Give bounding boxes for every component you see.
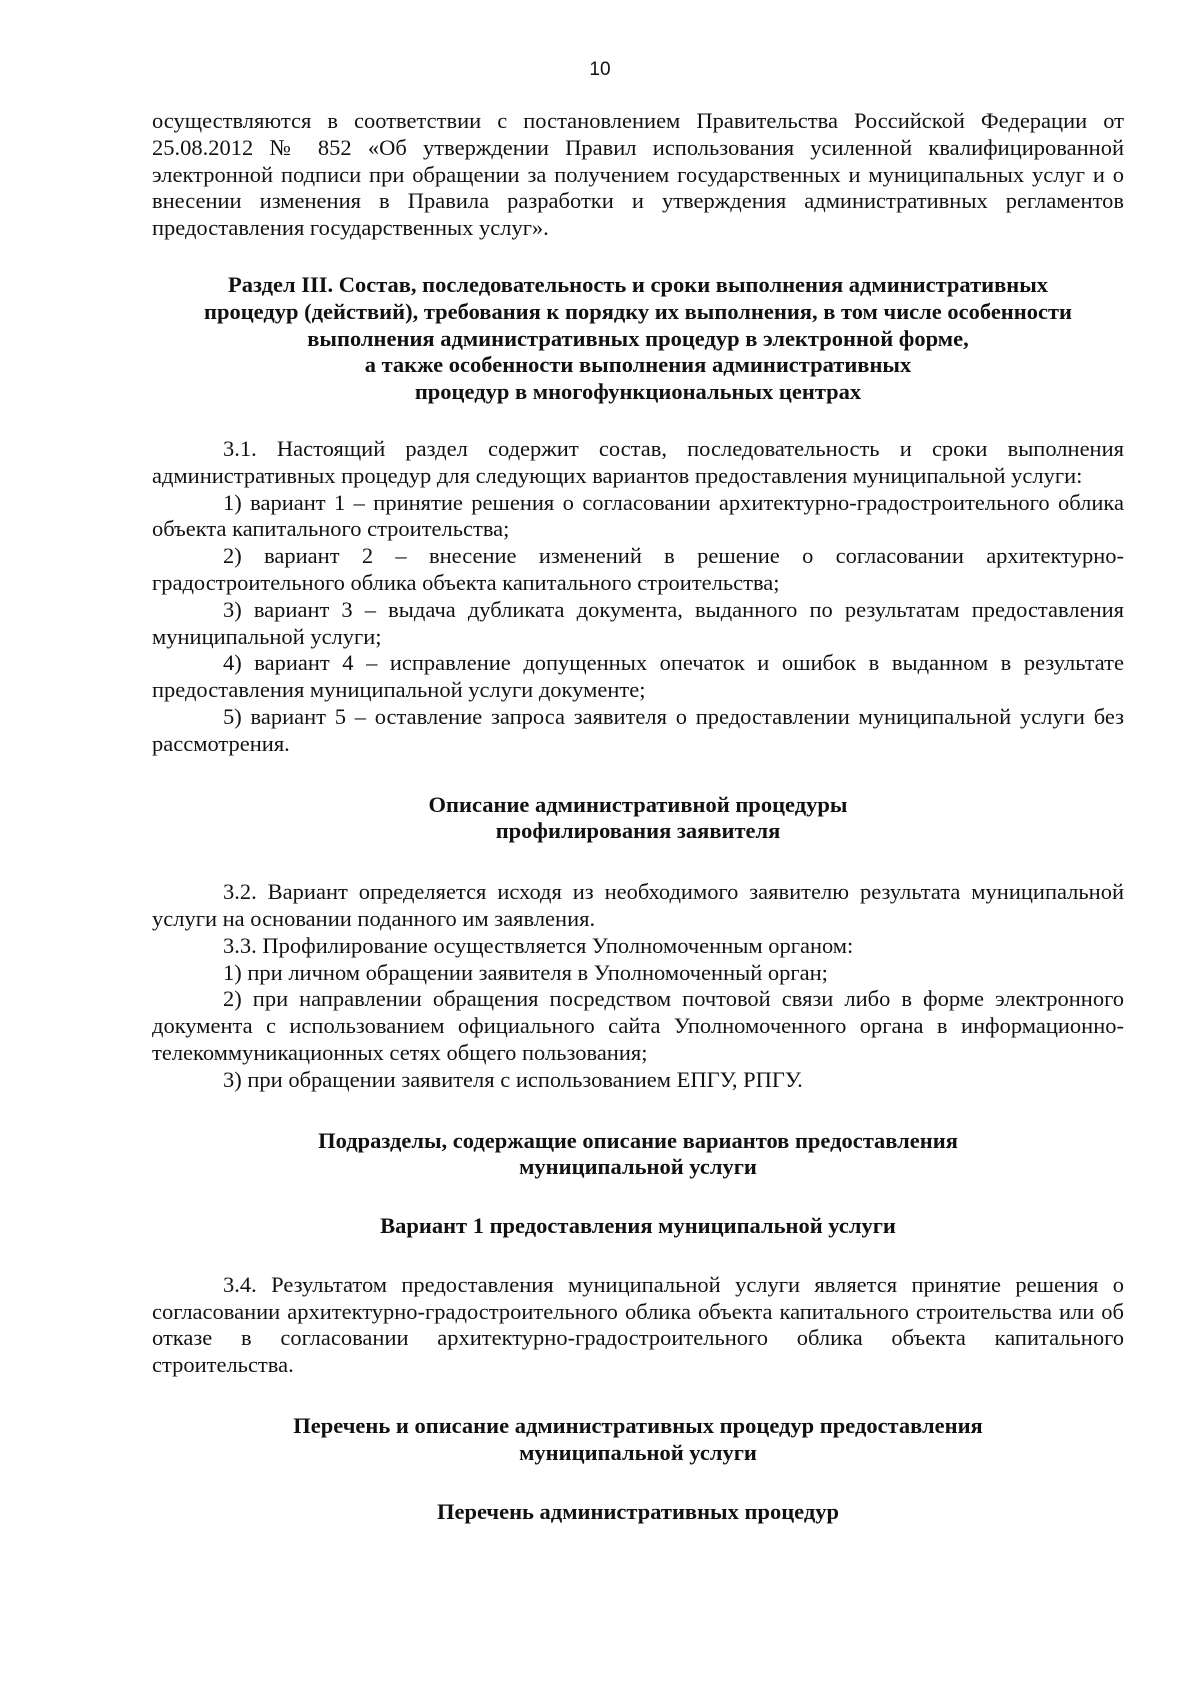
heading-line: выполнения административных процедур в электронной форме, [307, 325, 969, 351]
paragraph-3-3: 3.3. Профилирование осуществляется Уполномоченным органом: [223, 932, 854, 958]
heading-line: муниципальной услуги [519, 1154, 757, 1180]
heading-line: Вариант 1 предоставления муниципальной услуги [380, 1213, 896, 1239]
heading-line: процедур (действий), требования к порядку их выполнения, в том числе особенности [203, 298, 1072, 324]
list-item-variant-2: 2) вариант 2 – внесение изменений в решение о согласовании архитектурно-градостроительного облика объекта капитального строительства; [152, 543, 1124, 595]
heading-procedures-description [152, 1413, 1124, 1467]
heading-line: муниципальной услуги [519, 1439, 757, 1465]
page-number: 10 [589, 59, 611, 80]
heading-section-3 [152, 272, 1124, 406]
list-item-profiling-3: 3) при обращении заявителя с использованием ЕПГУ, РПГУ. [223, 1066, 803, 1092]
heading-line: Подразделы, содержащие описание вариантов предоставления [318, 1127, 958, 1153]
heading-procedures-list [152, 1499, 1124, 1526]
heading-line: Раздел III. Состав, последовательность и сроки выполнения административных [227, 271, 1049, 297]
paragraph-intro: осуществляются в соответствии с постановлением Правительства Российской Федерации от 25.08.2012 № 852 «Об утверждении Правил использования усиленной квалифицированной электронной подписи при обращении за получением государственных и муниципальных услуг и о внесении изменения в Правила разработки и утверждения административных регламентов предоставления государственных услуг». [152, 108, 1124, 241]
list-item-profiling-2: 2) при направлении обращения посредством почтовой связи либо в форме электронного документа с использованием официального сайта Уполномоченного органа в информационно-телекоммуникационных сетях общего пользования; [152, 986, 1124, 1065]
paragraph-3-4: 3.4. Результатом предоставления муниципальной услуги является принятие решения о согласовании архитектурно-градостроительного облика объекта капитального строительства или об отказе в согласовании архитектурно-градостроительного облика объекта капитального строительства. [152, 1271, 1124, 1378]
list-item-variant-3: 3) вариант 3 – выдача дубликата документа, выданного по результатам предоставления муниципальной услуги; [152, 596, 1124, 649]
document-body [152, 108, 1124, 1525]
paragraph-3-1: 3.1. Настоящий раздел содержит состав, последовательность и сроки выполнения административных процедур для следующих вариантов предоставления муниципальной услуги: [152, 435, 1124, 488]
list-item-profiling-1: 1) при личном обращении заявителя в Уполномоченный орган; [223, 959, 828, 985]
list-item-variant-1: 1) вариант 1 – принятие решения о согласовании архитектурно-градостроительного облика объекта капитального строительства; [152, 489, 1124, 542]
heading-line: Описание административной процедуры [428, 791, 848, 817]
heading-variant-1 [152, 1213, 1124, 1240]
heading-line: Перечень административных процедур [436, 1498, 840, 1524]
list-item-variant-5: 5) вариант 5 – оставление запроса заявителя о предоставлении муниципальной услуги без рассмотрения. [152, 703, 1124, 756]
paragraph-3-2: 3.2. Вариант определяется исходя из необходимого заявителю результата муниципальной услуги на основании поданного им заявления. [152, 879, 1124, 931]
list-item-variant-4: 4) вариант 4 – исправление допущенных опечаток и ошибок в выданном в результате предоставления муниципальной услуги документе; [152, 650, 1124, 703]
heading-line: Перечень и описание административных процедур предоставления [293, 1413, 983, 1439]
heading-line: процедур в многофункциональных центрах [414, 379, 862, 405]
heading-profiling [152, 792, 1124, 846]
heading-line: а также особенности выполнения административных [364, 352, 912, 378]
heading-line: профилирования заявителя [495, 818, 781, 844]
heading-subsections [152, 1128, 1124, 1182]
